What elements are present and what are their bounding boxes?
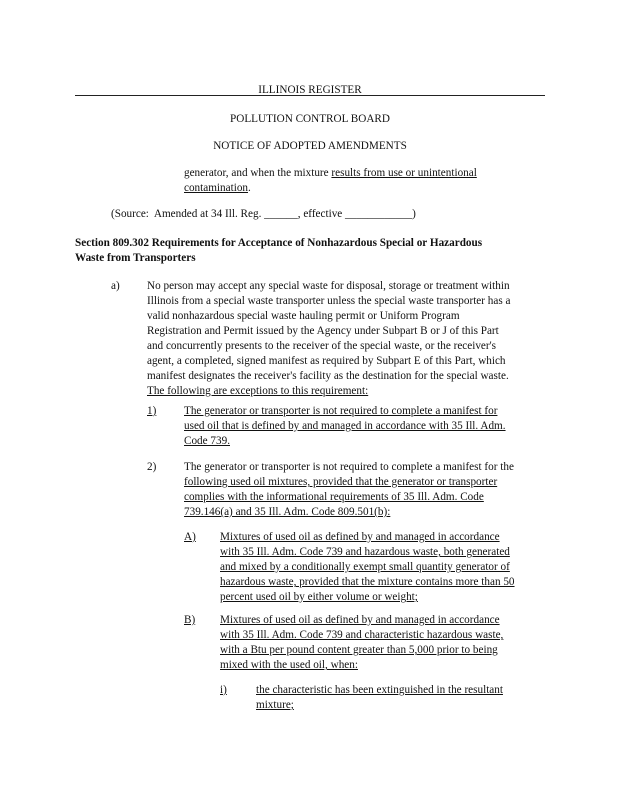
para-a-line: Illinois from a special waste transporter unless the special waste transporter has a [147, 295, 511, 307]
item-a-line: hazardous waste, provided that the mixture contains more than 50 [220, 576, 515, 588]
para-a-exceptions-line: The following are exceptions to this requirement: [147, 385, 369, 397]
item-2-text [184, 460, 514, 520]
item-2-label: 2) [147, 461, 157, 473]
item-a-line: with 35 Ill. Adm. Code 739 and hazardous waste, both generated [220, 546, 510, 558]
item-b-text [220, 613, 503, 673]
para-a-line: manifest designates the receiver's facility as the destination for the special waste. [147, 370, 509, 382]
item-a-text [220, 530, 515, 605]
intro-text [184, 166, 477, 196]
item-a-line: Mixtures of used oil as defined by and managed in accordance [220, 531, 500, 543]
intro-line1-plain: generator, and when the mixture [184, 167, 332, 179]
item-i-line: mixture; [256, 699, 294, 711]
item-1-line: used oil that is defined by and managed in accordance with 35 Ill. Adm. [184, 420, 506, 432]
item-1-line: The generator or transporter is not required to complete a manifest for [184, 405, 498, 417]
section-heading-line2: Waste from Transporters [75, 252, 196, 264]
item-b-line: mixed with the used oil, when: [220, 659, 358, 671]
item-a-line: percent used oil by either volume or weight; [220, 591, 418, 603]
para-a-label: a) [111, 280, 120, 292]
item-2-line: following used oil mixtures, provided that the generator or transporter [184, 476, 498, 488]
item-b-line: with a Btu per pound content greater than 5,000 prior to being [220, 644, 498, 656]
source-note: (Source: Amended at 34 Ill. Reg. ______, effective ____________) [111, 208, 416, 220]
item-i-line: the characteristic has been extinguished in the resultant [256, 684, 503, 696]
intro-line2-end: . [248, 182, 251, 194]
item-1-text [184, 404, 506, 449]
notice-title: NOTICE OF ADOPTED AMENDMENTS [213, 140, 407, 152]
board-title: POLLUTION CONTROL BOARD [230, 113, 390, 125]
item-b-line: Mixtures of used oil as defined by and managed in accordance [220, 614, 500, 626]
para-a-text [147, 279, 510, 399]
item-b-line: with 35 Ill. Adm. Code 739 and characteristic hazardous waste, [220, 629, 504, 641]
item-b-label: B) [184, 614, 196, 626]
item-i-label: i) [220, 684, 227, 696]
item-2-line: 739.146(a) and 35 Ill. Adm. Code 809.501(b): [184, 506, 391, 518]
item-1-label: 1) [147, 405, 157, 417]
item-a-label: A) [184, 531, 196, 543]
section-heading [75, 236, 482, 266]
section-heading-line1: Section 809.302 Requirements for Acceptance of Nonhazardous Special or Hazardous [75, 237, 483, 249]
item-i-text [256, 683, 503, 713]
item-a-line: and mixed by a conditionally exempt small quantity generator of [220, 561, 510, 573]
para-a-line: valid nonhazardous special waste hauling permit or Uniform Program [147, 310, 460, 322]
intro-line2-underlined: contamination [184, 182, 249, 194]
item-2-line: complies with the informational requirements of 35 Ill. Adm. Code [184, 491, 484, 503]
para-a-line: and concurrently presents to the receiver of the special waste, or the receiver's [147, 340, 496, 352]
intro-line1-underlined: results from use or unintentional [331, 167, 477, 179]
para-a-line: Registration and Permit issued by the Agency under Subpart B or J of this Part [147, 325, 499, 337]
item-1-line: Code 739. [184, 435, 230, 447]
register-title: ILLINOIS REGISTER [258, 84, 362, 96]
item-2-line: The generator or transporter is not required to complete a manifest for the [184, 461, 514, 473]
header-rule [75, 95, 545, 96]
para-a-line: No person may accept any special waste for disposal, storage or treatment within [147, 280, 510, 292]
para-a-line: agent, a completed, signed manifest as required by Subpart E of this Part, which [147, 355, 506, 367]
